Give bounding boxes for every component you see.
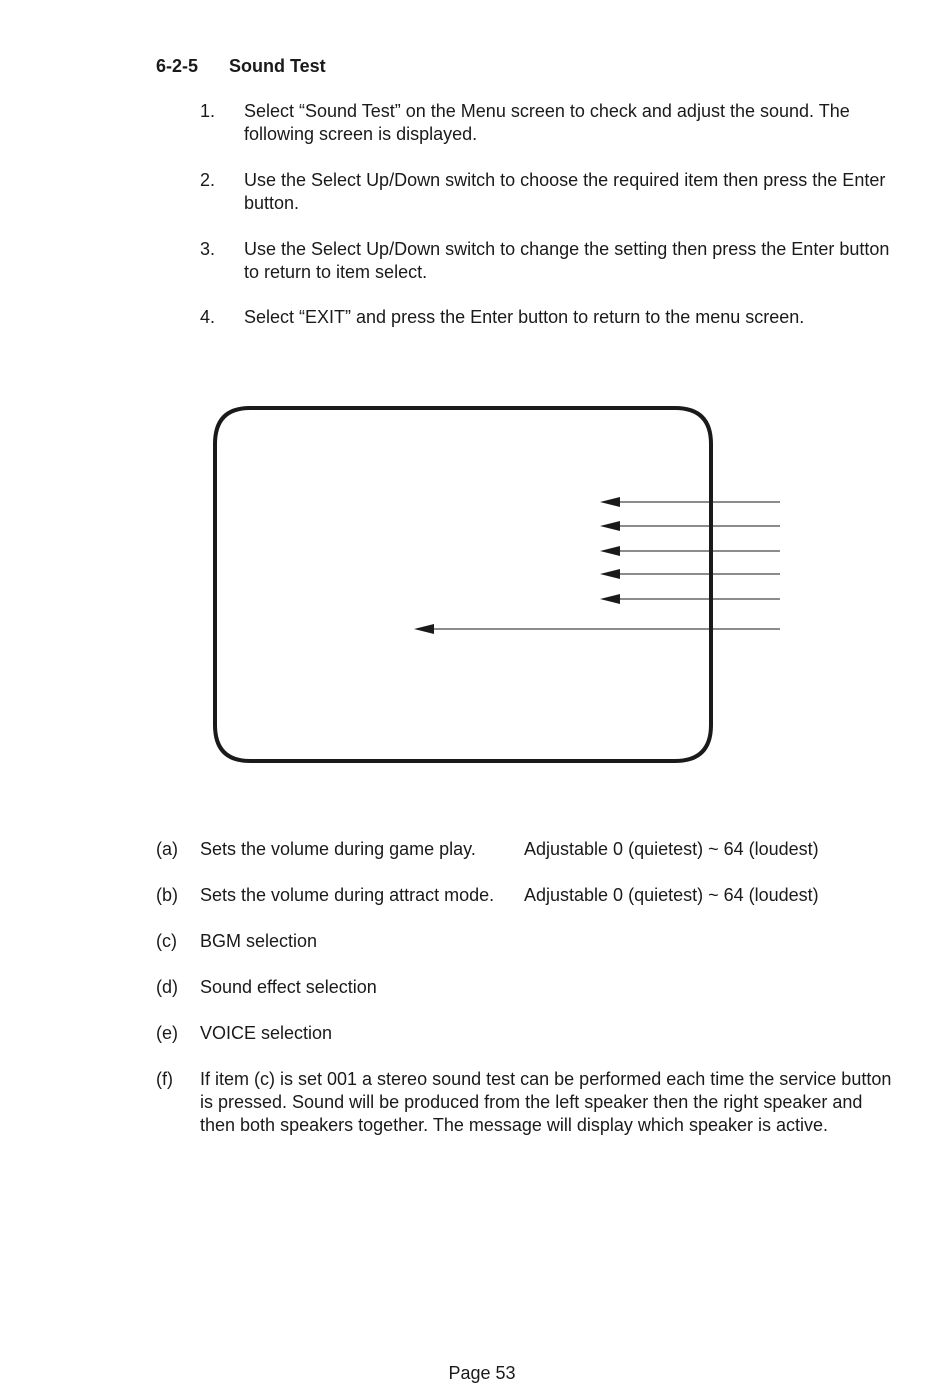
step-number-4: 4. xyxy=(200,307,216,327)
callout-arrow-c xyxy=(600,546,780,556)
item-adjust-b: Adjustable 0 (quietest) ~ 64 (loudest) xyxy=(524,885,819,905)
item-text-f: If item (c) is set 001 a stereo sound test can be performed each time the service button is pressed. Sound will be produced from the left speaker then the right speaker and then both speakers together. The message will display which speaker is active. xyxy=(200,1069,892,1135)
item-letter-b: (b) xyxy=(156,885,178,905)
screen-frame xyxy=(215,408,711,761)
step-text-3: Use the Select Up/Down switch to change the setting then press the Enter button to return to item select. xyxy=(244,239,890,282)
item-adjust-a: Adjustable 0 (quietest) ~ 64 (loudest) xyxy=(524,839,819,859)
step-text-1: Select “Sound Test” on the Menu screen to check and adjust the sound. The following screen is displayed. xyxy=(244,101,850,144)
callout-arrow-f xyxy=(414,624,780,634)
page-number: Page 53 xyxy=(448,1363,516,1383)
item-text-b: Sets the volume during attract mode. xyxy=(200,885,495,905)
screen-diagram xyxy=(200,395,800,775)
callout-arrow-d xyxy=(600,569,780,579)
item-letter-f: (f) xyxy=(156,1069,173,1089)
callout-arrow-b xyxy=(600,521,780,531)
callout-arrow-e xyxy=(600,594,780,604)
item-text-c: BGM selection xyxy=(200,931,318,951)
step-number-3: 3. xyxy=(200,239,216,259)
item-letter-d: (d) xyxy=(156,977,178,997)
item-letter-c: (c) xyxy=(156,931,177,951)
step-number-1: 1. xyxy=(200,101,216,121)
step-number-2: 2. xyxy=(200,170,216,190)
item-text-a: Sets the volume during game play. xyxy=(200,839,476,859)
callout-arrow-a xyxy=(600,497,780,507)
item-text-d: Sound effect selection xyxy=(200,977,377,997)
step-text-2: Use the Select Up/Down switch to choose the required item then press the Enter button. xyxy=(244,170,886,213)
item-text-e: VOICE selection xyxy=(200,1023,333,1043)
item-letter-e: (e) xyxy=(156,1023,178,1043)
item-letter-a: (a) xyxy=(156,839,178,859)
step-text-4: Select “EXIT” and press the Enter button to return to the menu screen. xyxy=(244,307,805,327)
section-title: Sound Test xyxy=(229,56,326,76)
section-number: 6-2-5 xyxy=(156,56,199,76)
